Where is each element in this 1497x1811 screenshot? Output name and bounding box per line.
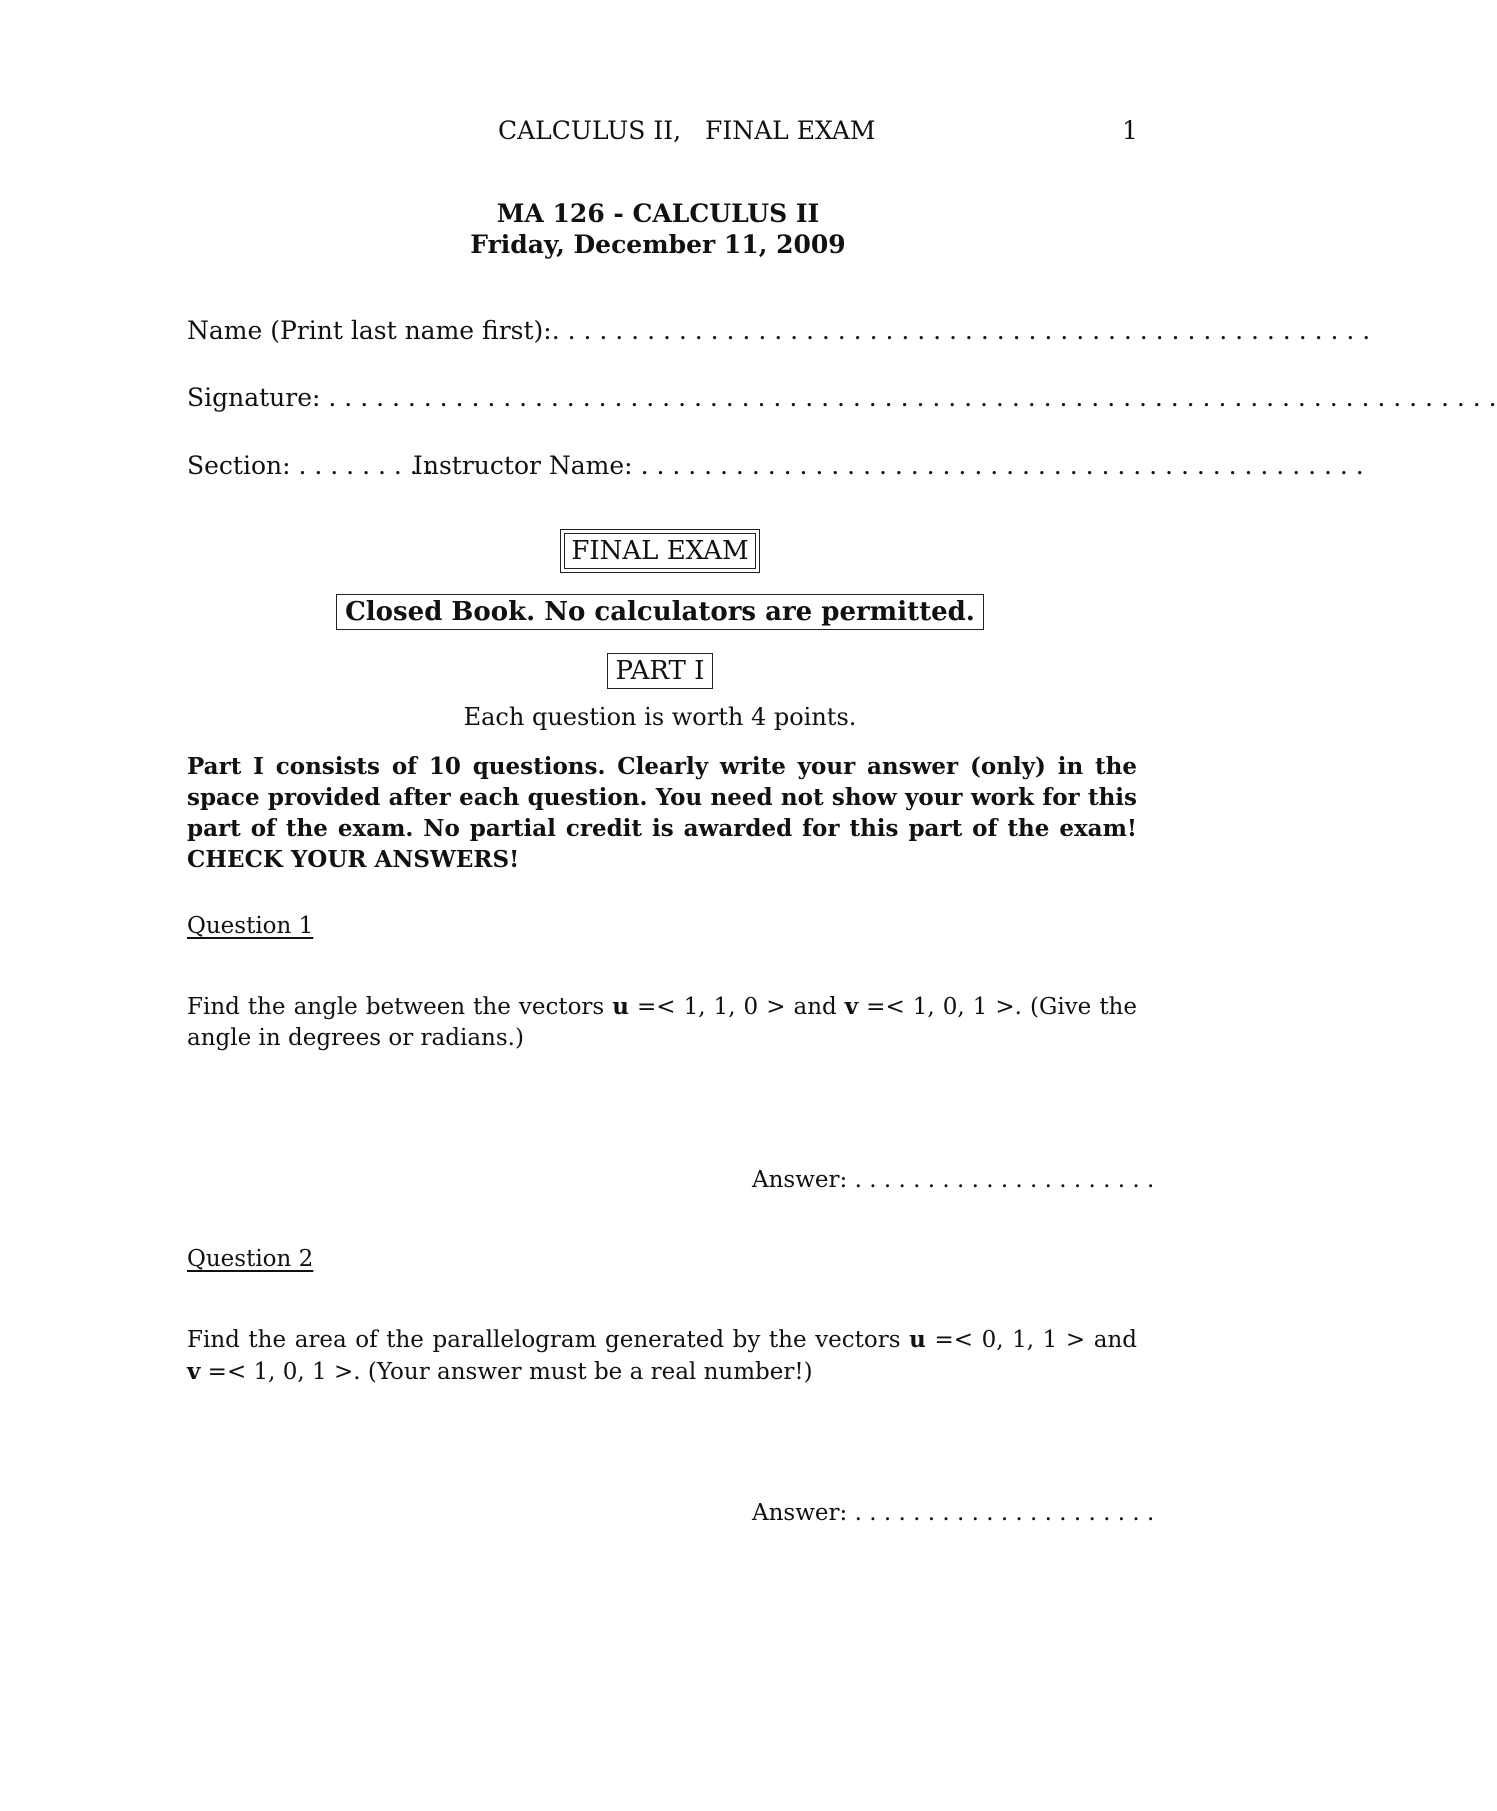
signature-fill-line: . . . . . . . . . . . . . . . . . . . . . . . . . . . . . . . . . . . . . . . . . . . . . . . . . . . . . . . . . . . . . . . . . . . . . . . . . . (328, 383, 1497, 412)
vector-v-value: =< 1, 0, 1 > (858, 994, 1015, 1020)
points-note: Each question is worth 4 points. (463, 703, 857, 731)
vector-u-value: =< 1, 1, 0 > (628, 994, 794, 1020)
name-label: Name (Print last name first): (187, 316, 552, 345)
final-exam-banner (0, 529, 1320, 573)
part-instructions: Part I consists of 10 questions. Clearly write your answer (only) in the space provided after each question. You need not show your work for this part of the exam. No partial credit is awarded for this part of the exam! CHECK YOUR ANSWERS! (187, 753, 1137, 873)
question-2-answer-field[interactable] (752, 1500, 1154, 1526)
question-1-answer-field[interactable] (752, 1167, 1154, 1193)
section-label: Section: (187, 451, 291, 480)
section-fill-line: . . . . . . . . . (298, 451, 434, 480)
section-field[interactable] (187, 451, 434, 480)
signature-label: Signature: (187, 383, 321, 412)
question-2-label: Question 2 (187, 1246, 314, 1272)
question-1-label: Question 1 (187, 913, 314, 939)
name-field[interactable] (187, 316, 1370, 345)
final-exam-frame (560, 529, 759, 573)
vector-u-value: =< 0, 1, 1 > (925, 1327, 1094, 1353)
part-banner (0, 653, 1320, 689)
question-1-text-a: Find the angle between the vectors (187, 994, 613, 1020)
answer-label: Answer: (752, 1167, 848, 1193)
question-2-text-a: Find the area of the parallelogram generated by the vectors (187, 1327, 910, 1353)
vector-v: v (844, 993, 859, 1020)
signature-field[interactable] (187, 383, 1497, 412)
page-number: 1 (1122, 116, 1138, 145)
name-fill-line: . . . . . . . . . . . . . . . . . . . . . . . . . . . . . . . . . . . . . . . . . . . . . . . . . . . . (551, 316, 1371, 345)
question-1-text (187, 991, 1137, 1054)
instructor-fill-line: . . . . . . . . . . . . . . . . . . . . . . . . . . . . . . . . . . . . . . . . . . . . . . (640, 451, 1364, 480)
course-title: MA 126 - CALCULUS II (496, 199, 820, 228)
question-1-conj: and (793, 994, 845, 1020)
question-2-conj: and (1093, 1327, 1137, 1353)
answer-fill-line: . . . . . . . . . . . . . . . . . . . . . (854, 1500, 1155, 1526)
answer-label: Answer: (752, 1500, 848, 1526)
vector-v: v (187, 1358, 201, 1385)
vector-v-value: =< 1, 0, 1 > (200, 1359, 354, 1385)
rules-banner (0, 594, 1320, 630)
running-header-exam: FINAL EXAM (705, 116, 876, 145)
part-label: PART I (607, 653, 714, 689)
question-2-text-b: . (Your answer must be a real number!) (353, 1359, 813, 1385)
instructor-field[interactable] (413, 451, 1364, 480)
instructor-label: Instructor Name: (413, 451, 633, 480)
vector-u: u (612, 993, 629, 1020)
question-1-text-b: . (Give the angle in degrees or radians.) (187, 994, 1137, 1051)
rules-label: Closed Book. No calculators are permitted. (336, 594, 984, 630)
final-exam-label: FINAL EXAM (564, 533, 755, 569)
vector-u: u (909, 1326, 926, 1353)
question-2-text (187, 1324, 1137, 1388)
answer-fill-line: . . . . . . . . . . . . . . . . . . . . . (854, 1167, 1155, 1193)
exam-date: Friday, December 11, 2009 (470, 230, 846, 259)
running-header-course: CALCULUS II, (498, 116, 682, 145)
